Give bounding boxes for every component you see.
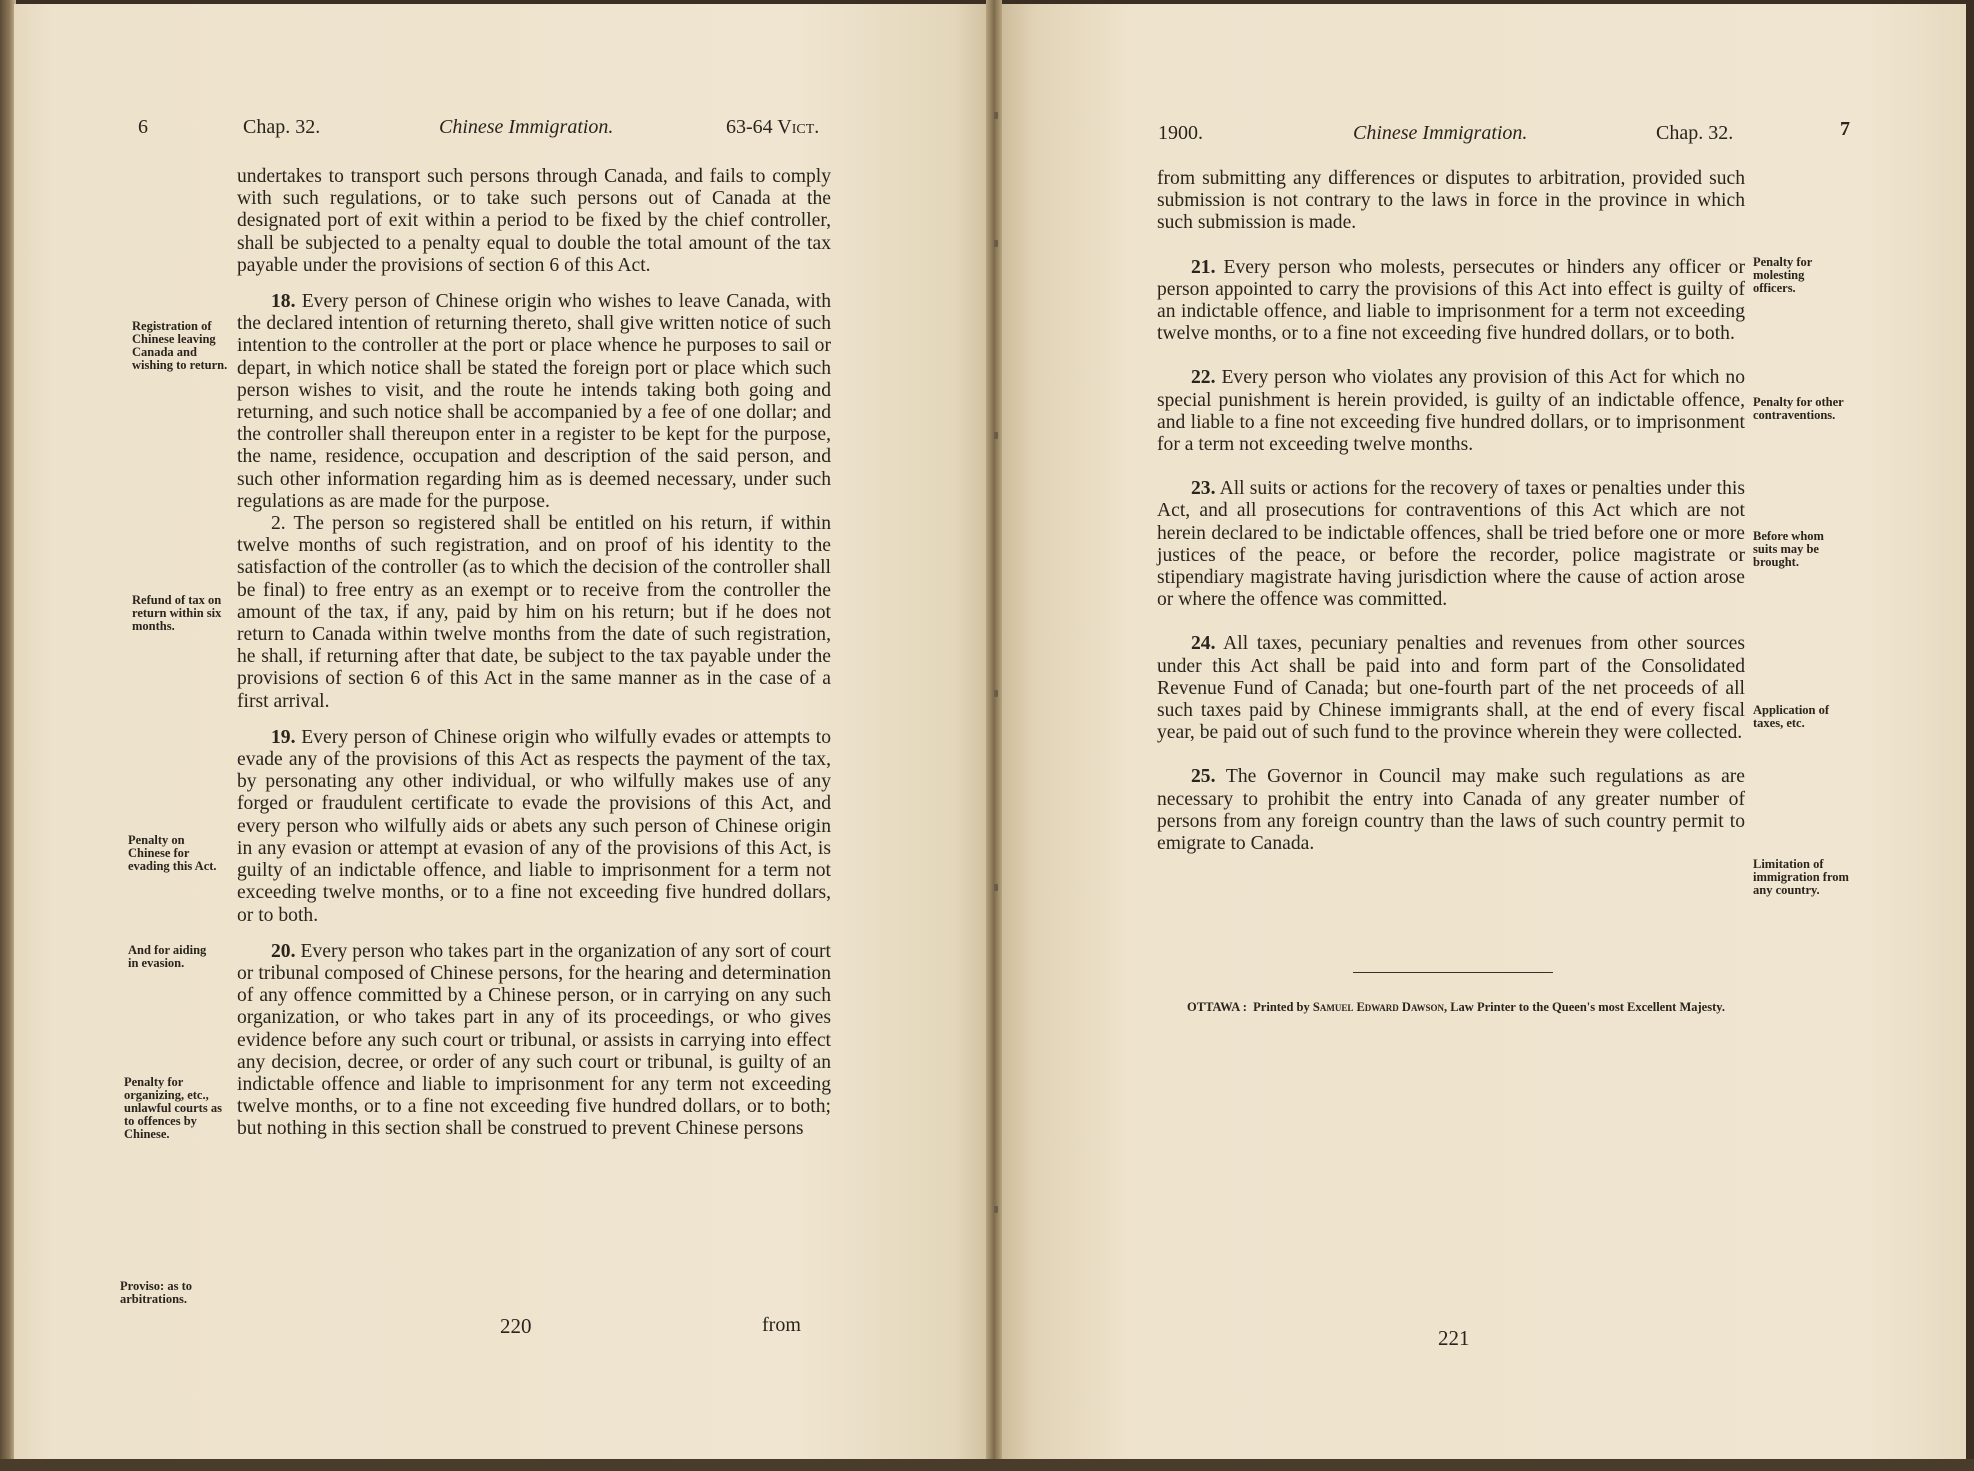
- marginal-note-molesting: Penalty for molesting officers.: [1753, 255, 1813, 295]
- section-text: Every person who violates any provision of this Act for which no special punishment is herein provided, is guilty of an indictable offence, and liable to a fine not exceeding five hundred dollars, or to imprisonment for a term not exceeding twelve months.: [1157, 367, 1745, 456]
- marginal-note-limitation: Limitation of immigration from any country.: [1753, 857, 1849, 897]
- section-18: [237, 291, 831, 513]
- section-25: [1157, 766, 1745, 855]
- marginal-note-penalty-evading: Penalty on Chinese for evading this Act.: [128, 833, 217, 873]
- section-number: 23.: [1191, 478, 1216, 500]
- binding-mark: [994, 884, 998, 891]
- section-text: Every person of Chinese origin who wishes to leave Canada, with the declared intention of returning thereto, shall give written notice of such intention to the controller at the port or place whence he purposes to sail or depart, in which notice shall be stated the foreign port or place which such person wishes to visit, and the route he intends taking both going and returning, and such notice shall be accompanied by a fee of one dollar; and the controller shall thereupon enter in a register to be kept for the purpose, the name, residence, occupation and description of the said person, and such other information regarding him as is deemed necessary, under such regulations as are made for the purpose.: [237, 291, 831, 512]
- section-text: The Governor in Council may make such regulations as are necessary to prohibit the entry into Canada of any greater number of persons from any foreign country than the laws of such country permit to emigrate to Canada.: [1157, 766, 1745, 855]
- section-19: [237, 727, 831, 927]
- imprint-prefix: OTTAWA :: [1187, 1000, 1247, 1014]
- right-folio: 221: [1438, 1326, 1470, 1350]
- section-24: [1157, 633, 1745, 744]
- right-year: 1900.: [1158, 122, 1203, 144]
- binding-mark: [994, 690, 998, 697]
- section-21: [1157, 257, 1745, 346]
- binding-mark: [994, 240, 998, 247]
- left-session: 63-64 Vict.: [726, 116, 820, 138]
- right-running-title: Chinese Immigration.: [1353, 122, 1528, 144]
- imprint-printed-by: Printed by: [1253, 1000, 1310, 1014]
- section-number: 19.: [271, 726, 296, 748]
- left-text-column: [237, 166, 831, 1141]
- marginal-note-penalty-courts: Penalty for organizing, etc., unlawful courts as to offences by Chinese.: [124, 1075, 222, 1141]
- section-number: 20.: [271, 940, 296, 962]
- left-page: [14, 4, 994, 1459]
- left-page-number: 6: [138, 116, 148, 138]
- marginal-note-application: Application of taxes, etc.: [1753, 703, 1830, 730]
- right-page-number: 7: [1840, 118, 1850, 140]
- marginal-note-before-whom: Before whom suits may be brought.: [1753, 529, 1824, 569]
- marginal-note-registration: Registration of Chinese leaving Canada and wishing to return.: [132, 319, 228, 372]
- continuation-text: undertakes to transport such persons through Canada, and fails to comply with such regulations, or to take such persons out of Canada at the designated port of exit within a period to be fixed by the chief controller, shall be subjected to a penalty equal to double the total amount of the tax payable under the provisions of section 6 of this Act.: [237, 166, 831, 276]
- left-folio: 220: [500, 1314, 532, 1338]
- marginal-note-proviso: Proviso: as to arbitrations.: [120, 1279, 192, 1306]
- section-number: 21.: [1191, 256, 1216, 278]
- section-18-2: [237, 513, 831, 713]
- right-text-column: [1157, 168, 1745, 855]
- section-22: [1157, 367, 1745, 456]
- continuation-text: from submitting any differences or disputes to arbitration, provided such submission is not contrary to the laws in force in the province in which such submission is made.: [1157, 168, 1745, 234]
- section-20: [237, 941, 831, 1141]
- imprint-rule: [1353, 972, 1553, 973]
- printer-imprint: [1166, 1000, 1746, 1014]
- binding-mark: [994, 1206, 998, 1213]
- section-number: 25.: [1191, 766, 1216, 788]
- binding-mark: [994, 112, 998, 119]
- section-text: All suits or actions for the recovery of taxes or penalties under this Act, and all prosecutions for contraventions of this Act which are not herein declared to be indictable offences, shall be tried before one or more justices of the peace, or before the recorder, police magistrate or stipendiary magistrate having jurisdiction where the cause of action arose or where the offence was committed.: [1157, 478, 1745, 611]
- subsection-number: 2.: [271, 513, 286, 535]
- section-number: 24.: [1191, 633, 1216, 655]
- book-gutter: [986, 0, 1002, 1471]
- binding-mark: [994, 432, 998, 439]
- section-text: Every person who takes part in the organization of any sort of court or tribunal composed of Chinese persons, for the hearing and determination of any offence committed by a Chinese person, or in carrying on any such organization, or who takes part in any of its proceedings, or who gives evidence before any such court or tribunal, or assists in carrying into effect any decision, decree, or order of any such court or tribunal, is guilty of an indictable offence and liable to imprisonment for any term not exceeding twelve months, or to a fine not exceeding five hundred dollars, or to both; but nothing in this section shall be construed to prevent Chinese persons: [237, 940, 831, 1140]
- marginal-note-refund: Refund of tax on return within six months.: [132, 593, 222, 633]
- marginal-note-contraventions: Penalty for other contraventions.: [1753, 395, 1844, 422]
- section-number: 22.: [1191, 367, 1216, 389]
- section-text: Every person of Chinese origin who wilfully evades or attempts to evade any of the provisions of this Act as respects the payment of the tax, by personating any other individual, or who wilfully makes use of any forged or fraudulent certificate to evade the provisions of this Act, and every person who wilfully aids or abets any such person of Chinese origin in any evasion or attempt at evasion of any of the provisions of this Act, is guilty of an indictable offence, and liable to imprisonment for a term not exceeding twelve months, or to a fine not exceeding five hundred dollars, or to both.: [237, 726, 831, 926]
- imprint-suffix: Law Printer to the Queen's most Excellent Majesty.: [1450, 1000, 1725, 1014]
- marginal-note-aiding: And for aiding in evasion.: [128, 943, 207, 970]
- left-chapter: Chap. 32.: [243, 116, 321, 138]
- catchword: from: [762, 1314, 801, 1336]
- section-text: All taxes, pecuniary penalties and revenues from other sources under this Act shall be paid into and form part of the Consolidated Revenue Fund of Canada; but one-fourth part of the net proceeds of all such taxes paid by Chinese immigrants shall, at the end of every fiscal year, be paid out of such fund to the province wherein they were collected.: [1157, 633, 1745, 744]
- section-number: 18.: [271, 291, 296, 313]
- book-bottom-edge: [0, 1459, 1974, 1471]
- left-running-title: Chinese Immigration.: [439, 116, 614, 138]
- section-23: [1157, 478, 1745, 611]
- right-page: [996, 4, 1966, 1459]
- imprint-printer-name: Samuel Edward Dawson,: [1312, 1000, 1448, 1014]
- section-text: Every person who molests, persecutes or hinders any officer or person appointed to carry the provisions of this Act into effect is guilty of an indictable offence, and liable to imprisonment for a term not exceeding twelve months, or to a fine not exceeding five hundred dollars, or to both.: [1157, 256, 1745, 345]
- right-chapter: Chap. 32.: [1656, 122, 1734, 144]
- section-text: The person so registered shall be entitled on his return, if within twelve months of such registration, and on proof of his identity to the satisfaction of the controller (as to which the decision of the controller shall be final) to free entry as an exempt or to receive from the controller the amount of the tax, if any, paid by him on his return; but if he does not return to Canada within twelve months from the date of such registration, he shall, if returning after that date, be subject to the tax payable under the provisions of section 6 of this Act in the same manner as in the case of a first arrival.: [237, 513, 832, 712]
